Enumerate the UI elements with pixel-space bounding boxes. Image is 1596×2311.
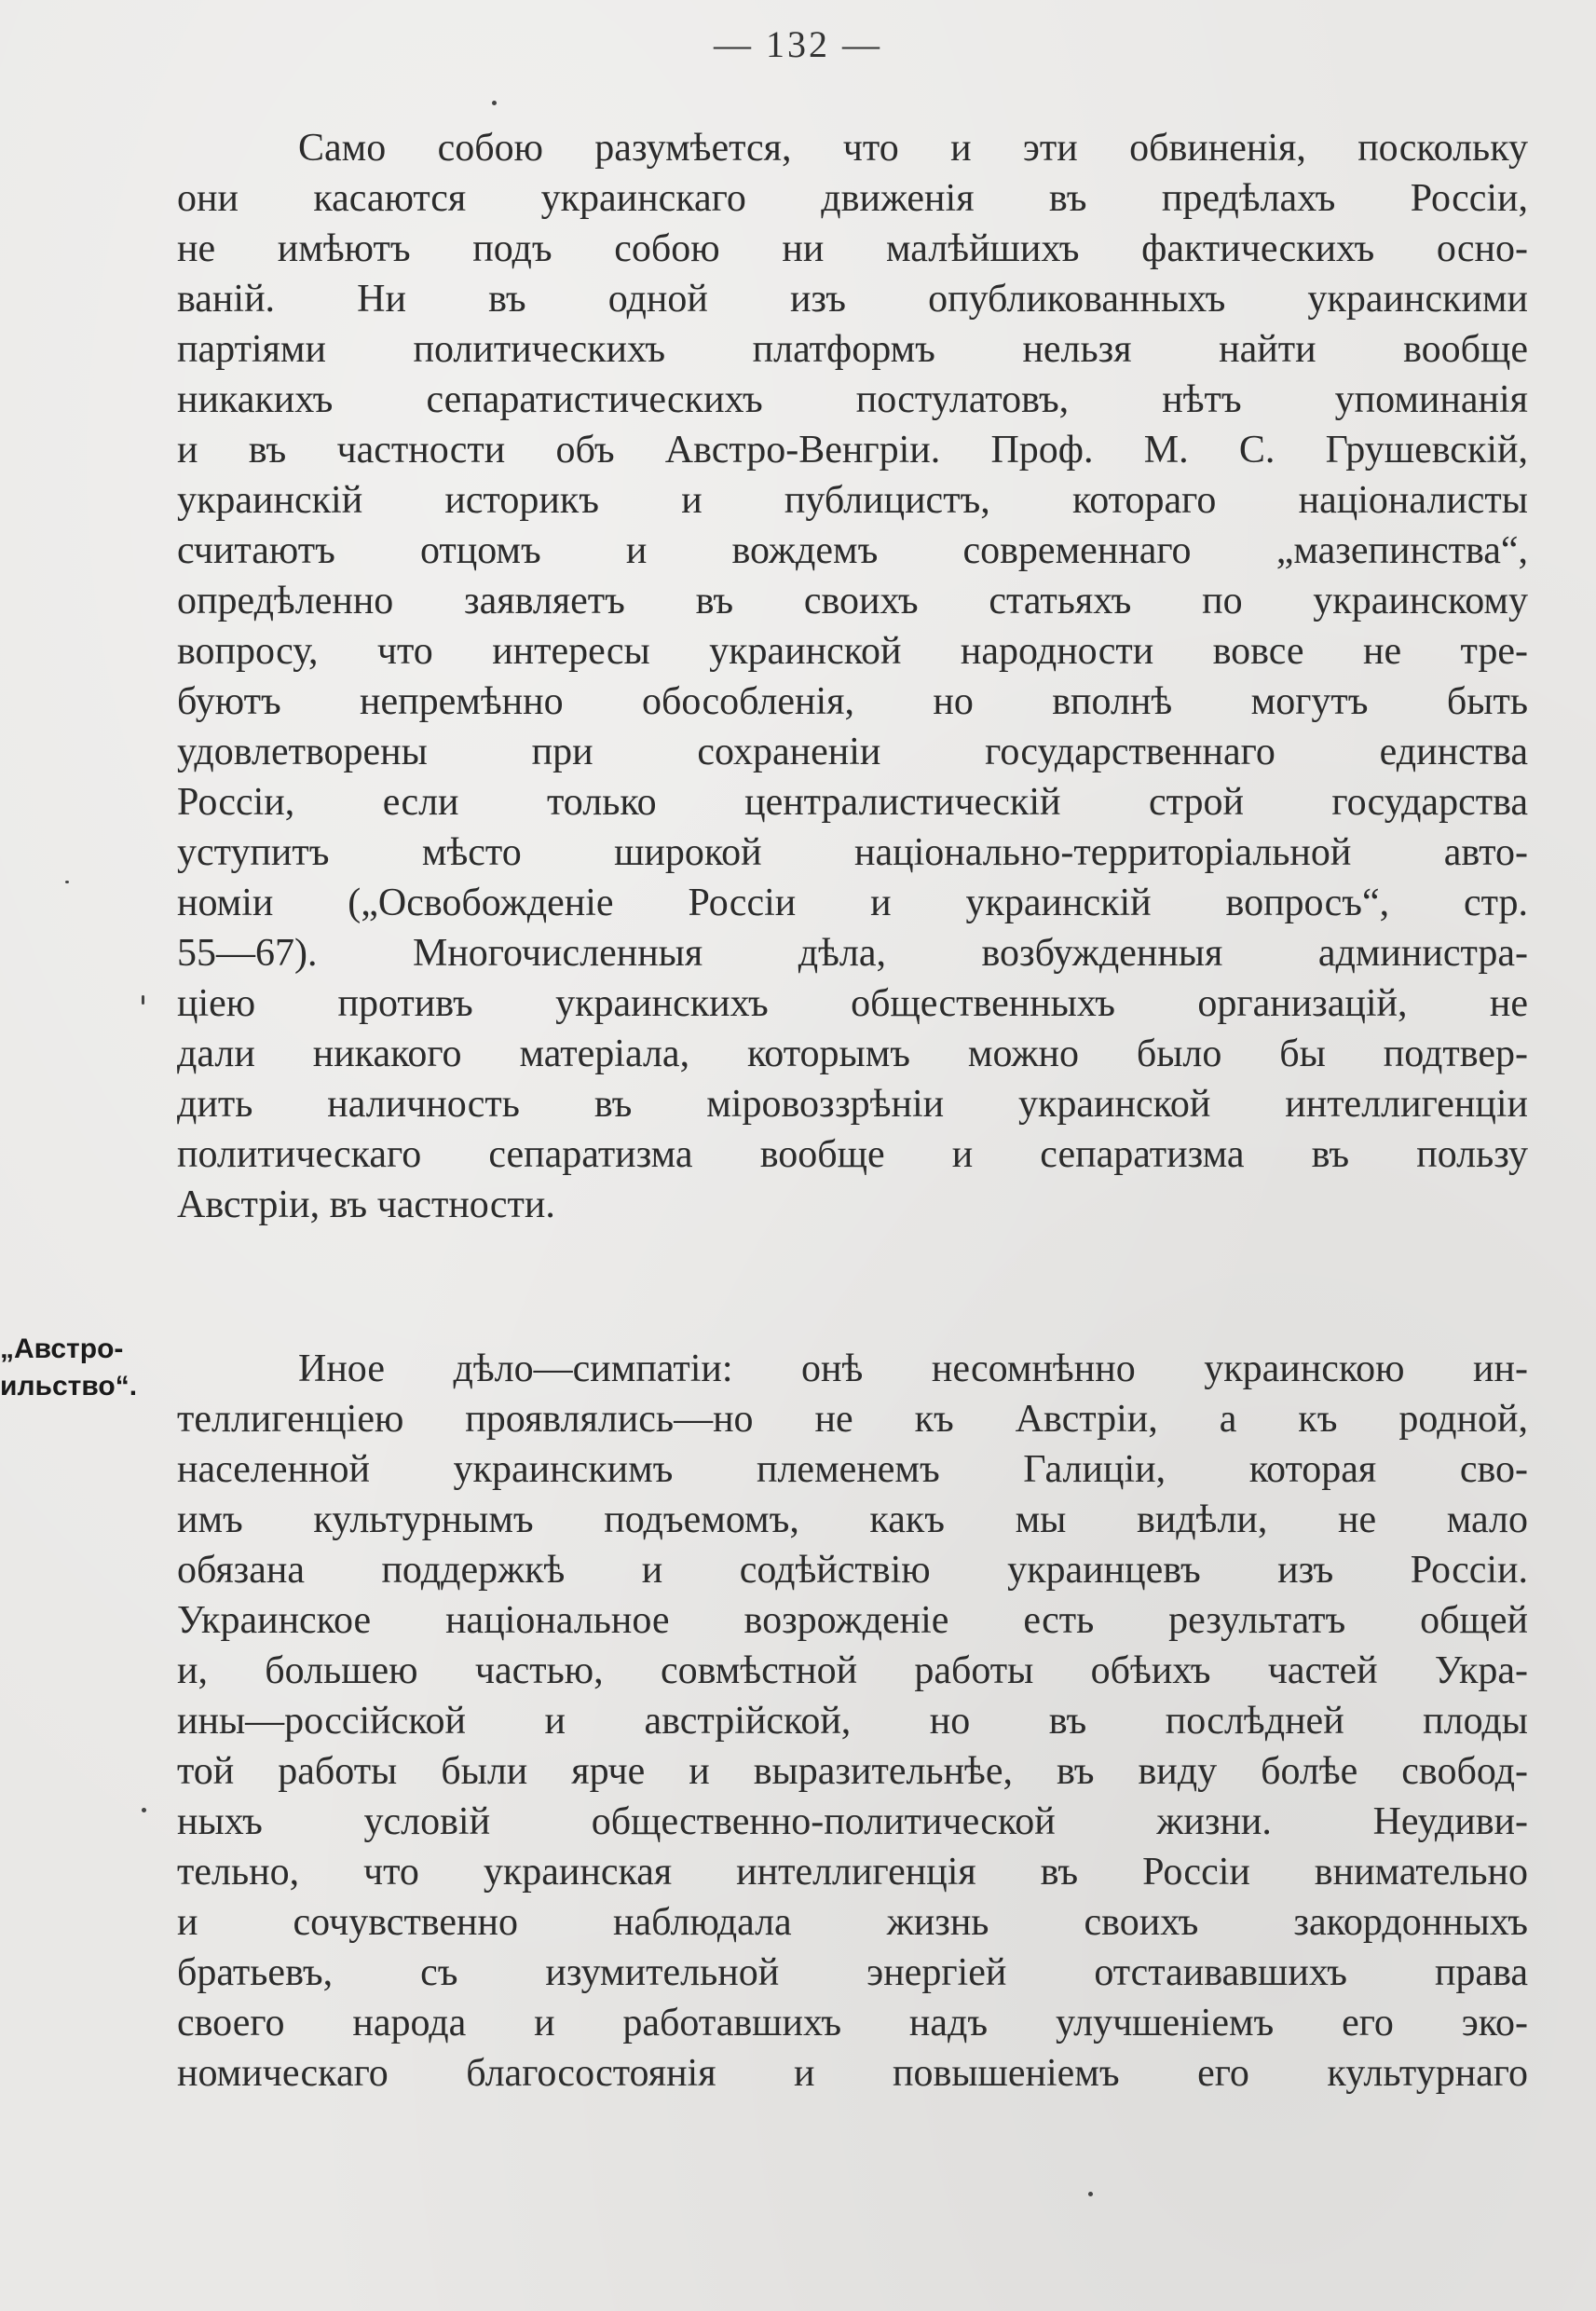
page-number: — 132 — [714,23,882,65]
text-line: и, большею частью, совмѣстной работы обѣихъ частей Укра- [177,1649,1528,1692]
text-line: дали никакого матеріала, которымъ можно было бы подтвер- [177,1032,1528,1075]
text-line: братьевъ, съ изумительной энергіей отстаивавшихъ права [177,1951,1528,1994]
text-line: политическаго сепаратизма вообще и сепаратизма въ пользу [177,1133,1528,1176]
text-line: никакихъ сепаратистическихъ постулатовъ, нѣтъ упоминанія [177,378,1528,421]
paragraph-1 [177,123,1528,1230]
text-line: не имѣютъ подъ собою ни малѣйшихъ фактическихъ осно- [177,227,1528,270]
text-line: считаютъ отцомъ и вождемъ современнаго „мазепинства“, [177,529,1528,572]
text-line: уступитъ мѣсто широкой національно-территоріальной авто- [177,831,1528,874]
text-line: удовлетворены при сохраненіи государственнаго единства [177,731,1528,773]
text-line: и въ частности объ Австро-Венгріи. Проф. М. С. Грушевскій, [177,429,1528,472]
text-line: опредѣленно заявляетъ въ своихъ статьяхъ по украинскому [177,580,1528,622]
text-line: Австріи, въ частности. [177,1183,555,1226]
ink-speck [492,101,497,105]
paragraph-2 [177,1344,1528,2099]
text-line: имъ культурнымъ подъемомъ, какъ мы видѣли, не мало [177,1498,1528,1541]
ink-speck [1088,2192,1093,2196]
text-line: обязана поддержкѣ и содѣйствію украинцевъ изъ Россіи. [177,1549,1528,1592]
text-line: ины—россійской и австрійской, но въ послѣдней плоды [177,1700,1528,1743]
text-line: той работы были ярче и выразительнѣе, въ виду болѣе свобод- [177,1750,1528,1793]
ink-speck [142,1808,146,1812]
text-line: ваній. Ни въ одной изъ опубликованныхъ украинскими [177,278,1528,321]
text-line: украинскій историкъ и публицистъ, котораго націоналисты [177,479,1528,522]
text-line: и сочувственно наблюдала жизнь своихъ закордонныхъ [177,1901,1528,1944]
text-line: ціею противъ украинскихъ общественныхъ организацій, не [177,982,1528,1025]
text-line: Россіи, если только централистическій строй государства [177,781,1528,824]
text-line: населенной украинскимъ племенемъ Галиціи, которая сво- [177,1448,1528,1491]
text-line: номіи („Освобожденіе Россіи и украинскій вопросъ“, стр. [177,882,1528,924]
text-line: они касаются украинскаго движенія въ предѣлахъ Россіи, [177,177,1528,220]
text-line: буютъ непремѣнно обособленія, но вполнѣ могутъ быть [177,680,1528,723]
margin-note [0,1331,137,1405]
margin-note-line: „Австро- [0,1333,124,1364]
text-line: ныхъ условій общественно-политической жизни. Неудиви- [177,1800,1528,1843]
text-line: дить наличность въ міровоззрѣніи украинской интеллигенціи [177,1083,1528,1126]
ink-speck [142,995,144,1005]
margin-note-line: ильство“. [0,1371,138,1402]
text-line: Иное дѣло—симпатіи: онѣ несомнѣнно украинскою ин- [298,1347,1528,1390]
text-line: Украинское національное возрожденіе есть результатъ общей [177,1599,1528,1642]
text-line: теллигенціею проявлялись—но не къ Австріи, а къ родной, [177,1398,1528,1441]
text-line: номическаго благосостоянія и повышеніемъ его культурнаго [177,2052,1528,2095]
text-line: своего народа и работавшихъ надъ улучшеніемъ его эко- [177,2002,1528,2044]
text-line: тельно, что украинская интеллигенція въ Россіи внимательно [177,1851,1528,1894]
text-line: вопросу, что интересы украинской народности вовсе не тре- [177,630,1528,673]
text-line: партіями политическихъ платформъ нельзя найти вообще [177,328,1528,371]
ink-speck [65,881,69,883]
text-line: 55—67). Многочисленныя дѣла, возбужденныя администра- [177,932,1528,975]
text-line: Само собою разумѣется, что и эти обвиненія, поскольку [298,127,1528,170]
